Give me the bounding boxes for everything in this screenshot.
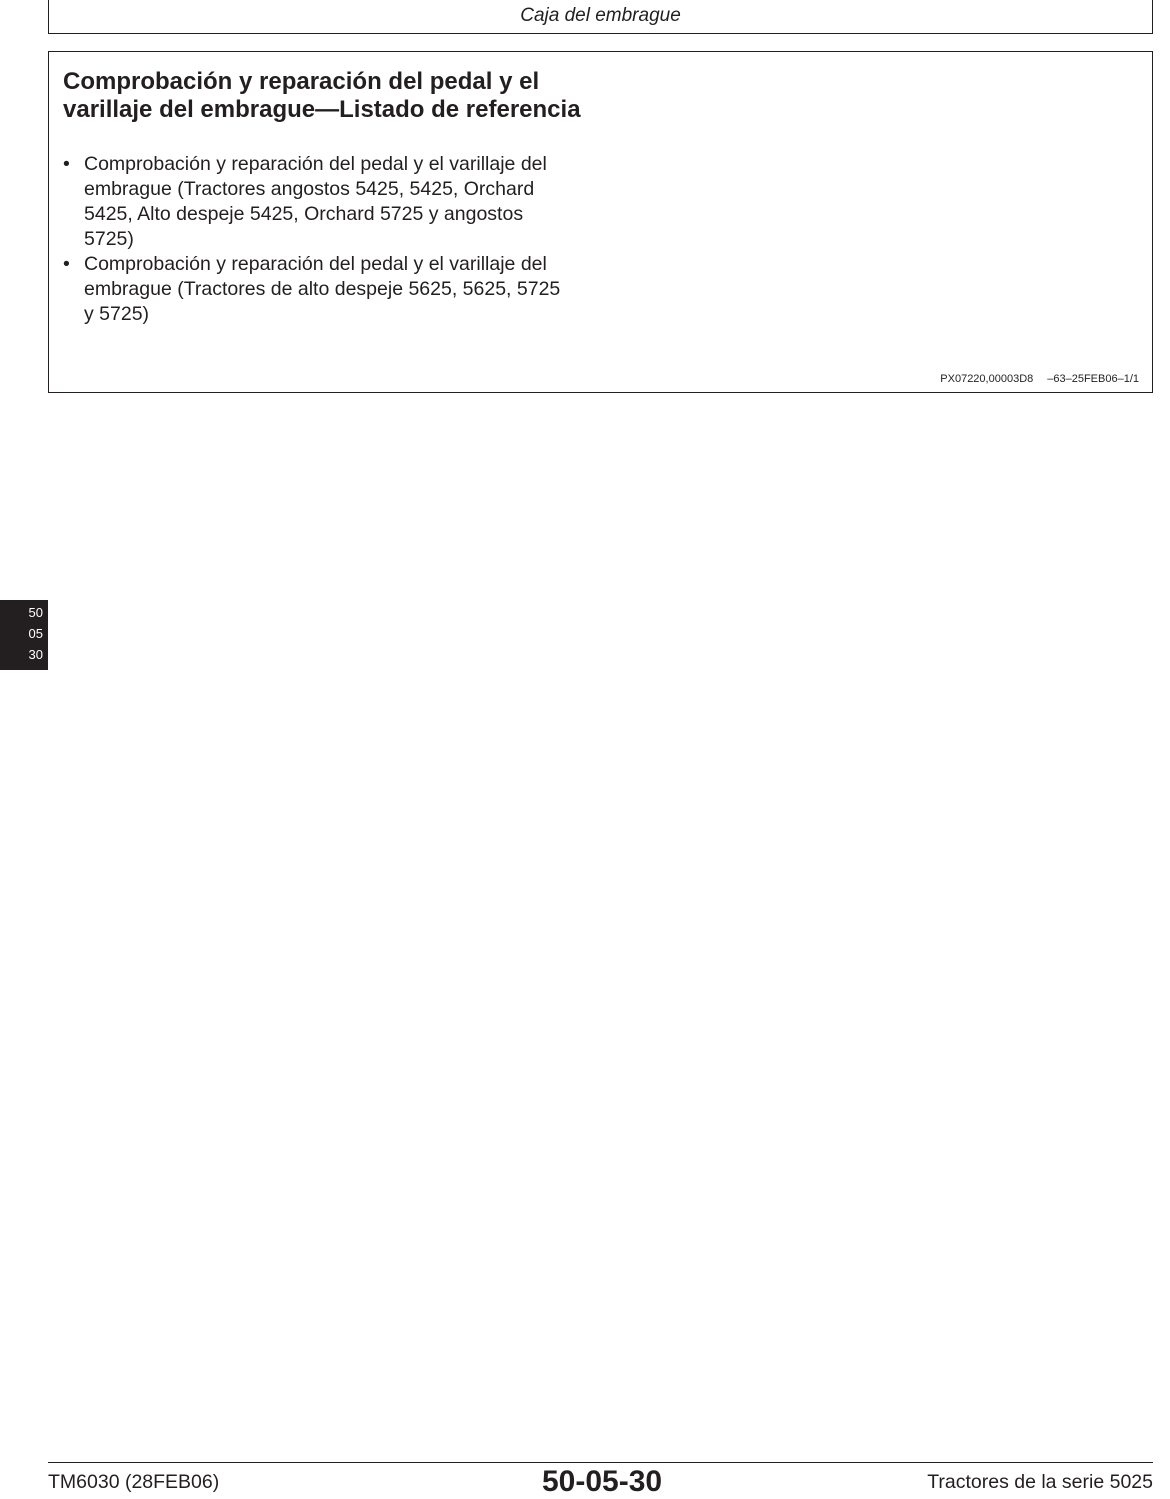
section-title-line-2: varillaje del embrague—Listado de referencia [63, 96, 581, 123]
side-tab-line-3: 30 [28, 647, 43, 662]
reference-item-line: Comprobación y reparación del pedal y el varillaje del [84, 253, 547, 275]
reference-list-item [63, 252, 608, 327]
section-title-line-1: Comprobación y reparación del pedal y el [63, 68, 540, 95]
page-footer [48, 1462, 1153, 1498]
reference-list-section [48, 51, 1153, 393]
bullet-icon: • [63, 253, 70, 275]
bullet-icon: • [63, 153, 70, 175]
reference-item-line: y 5725) [84, 303, 150, 325]
running-header [48, 0, 1153, 34]
document-reference [940, 372, 1139, 386]
section-title [63, 68, 623, 124]
reference-item-line: embrague (Tractores angostos 5425, 5425, Orchard [84, 178, 535, 200]
section-side-tab [0, 600, 48, 670]
document-reference-code: –63–25FEB06–1/1 [1047, 373, 1139, 385]
footer-page-number: 50-05-30 [542, 1465, 663, 1498]
reference-item-line: 5425, Alto despeje 5425, Orchard 5725 y angostos [84, 203, 524, 225]
document-reference-id: PX07220,00003D8 [940, 373, 1034, 385]
footer-series: Tractores de la serie 5025 [927, 1471, 1153, 1493]
running-header-title: Caja del embrague [520, 5, 681, 26]
reference-list [63, 152, 608, 327]
side-tab-line-2: 05 [28, 626, 43, 641]
reference-list-item [63, 152, 608, 252]
reference-item-line: Comprobación y reparación del pedal y el varillaje del [84, 153, 547, 175]
reference-item-line: 5725) [84, 228, 134, 250]
footer-manual-id: TM6030 (28FEB06) [48, 1471, 220, 1493]
side-tab-line-1: 50 [28, 605, 43, 620]
reference-item-line: embrague (Tractores de alto despeje 5625, 5625, 5725 [84, 278, 561, 300]
